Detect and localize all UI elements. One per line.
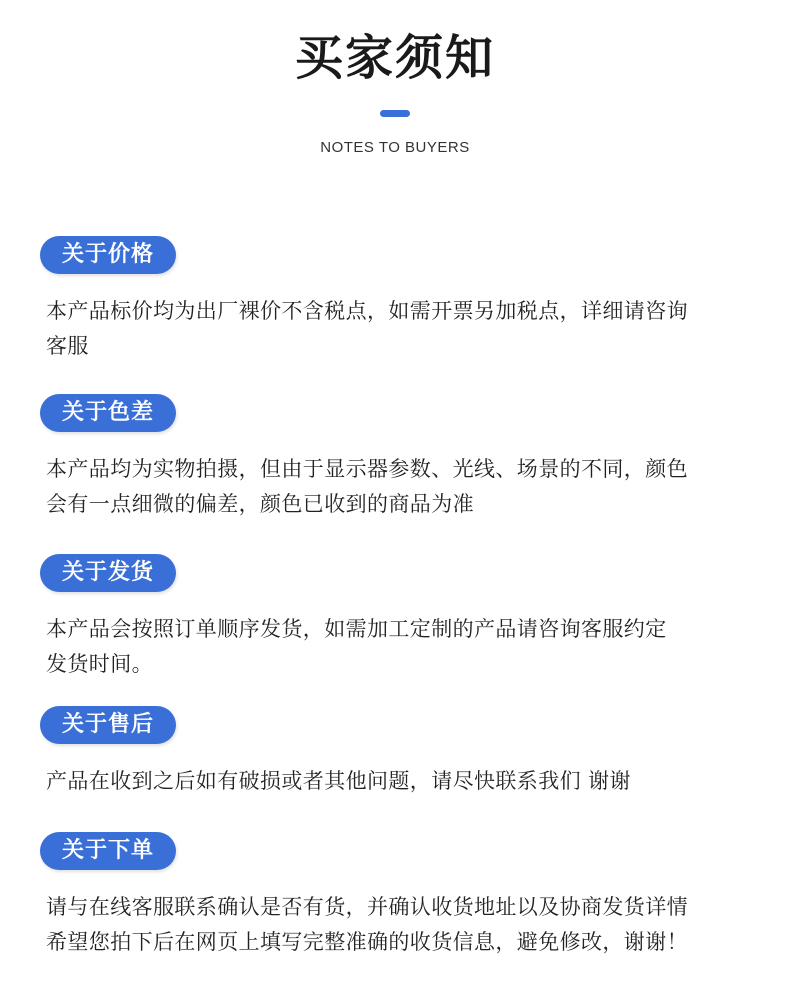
section-body-line: 请与在线客服联系确认是否有货，并确认收货地址以及协商发货详情 (46, 895, 688, 919)
section-body-line: 发货时间。 (46, 652, 153, 676)
section-shipping (40, 554, 760, 682)
section-heading-color-difference: 关于色差 (40, 394, 176, 432)
section-color-difference (40, 394, 760, 522)
title-underline-bar (380, 110, 410, 117)
section-heading-ordering: 关于下单 (40, 832, 176, 870)
section-ordering (40, 832, 760, 960)
section-body-after-sales (46, 764, 758, 799)
section-heading-after-sales: 关于售后 (40, 706, 176, 744)
section-body-line: 希望您拍下后在网页上填写完整准确的收货信息，避免修改，谢谢！ (46, 930, 688, 954)
section-body-line: 本产品会按照订单顺序发货，如需加工定制的产品请咨询客服约定 (46, 617, 667, 641)
section-heading-shipping: 关于发货 (40, 554, 176, 592)
section-price (40, 236, 760, 364)
page-title: 买家须知 (294, 30, 495, 86)
section-body-shipping (46, 612, 758, 682)
section-body-price (46, 294, 758, 364)
section-body-line: 本产品均为实物拍摄，但由于显示器参数、光线、场景的不同，颜色 (46, 457, 688, 481)
section-body-line: 客服 (46, 334, 89, 358)
section-body-line: 产品在收到之后如有破损或者其他问题，请尽快联系我们 谢谢 (46, 769, 631, 793)
section-body-ordering (46, 890, 758, 960)
page-subtitle: NOTES TO BUYERS (320, 139, 470, 156)
section-body-line: 本产品标价均为出厂裸价不含税点，如需开票另加税点，详细请咨询 (46, 299, 688, 323)
section-body-line: 会有一点细微的偏差，颜色已收到的商品为准 (46, 492, 474, 516)
section-heading-price: 关于价格 (40, 236, 176, 274)
section-after-sales (40, 706, 760, 799)
section-body-color-difference (46, 452, 758, 522)
